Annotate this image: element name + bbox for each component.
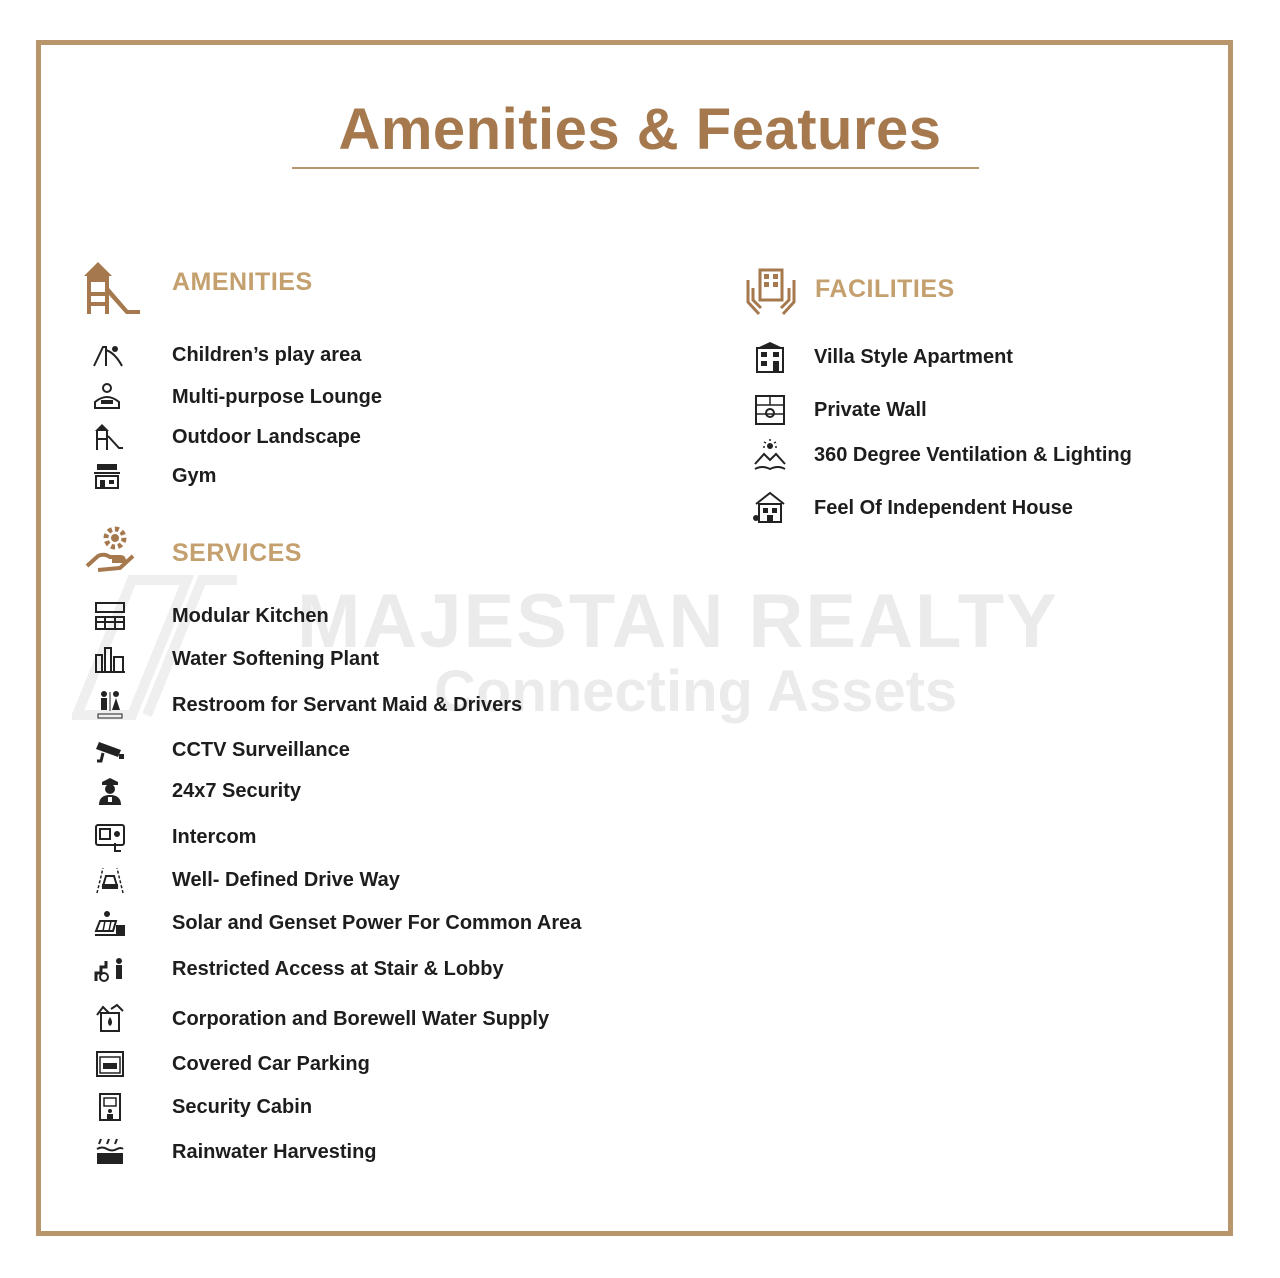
service-item [92,688,523,722]
facility-item [752,491,1073,525]
service-label: Rainwater Harvesting [172,1140,377,1163]
facilities-heading: FACILITIES [815,275,955,303]
solar-icon [93,907,127,939]
amenity-label: Outdoor Landscape [172,425,361,448]
water-supply-icon [93,1003,127,1035]
rain-icon [93,1136,127,1168]
watermark-tagline: Connecting Assets [434,659,958,724]
facility-label: Private Wall [814,398,927,421]
driveway-icon [93,864,127,896]
service-item [92,774,301,808]
amenities-heading: AMENITIES [172,268,313,296]
facility-item [752,340,1013,374]
plant-icon [93,643,127,675]
gym-icon [91,461,125,491]
service-item [92,1090,313,1124]
amenity-label: Children’s play area [172,343,362,366]
facility-item [752,393,927,427]
services-heading: SERVICES [172,539,302,567]
garage-icon [93,1048,127,1080]
service-label: Modular Kitchen [172,604,329,627]
title-underline [292,167,979,169]
service-item [92,599,329,633]
service-item [92,863,400,897]
amenity-item [90,459,217,493]
service-label: Corporation and Borewell Water Supply [172,1007,550,1030]
guard-icon [93,775,127,807]
kitchen-icon [93,600,127,632]
cabin-icon [93,1091,127,1123]
house-icon [752,490,788,526]
intercom-icon [93,821,127,853]
service-label: Covered Car Parking [172,1052,370,1075]
amenity-label: Gym [172,464,217,487]
apartment-icon [753,340,787,374]
facility-label: Villa Style Apartment [814,345,1013,368]
cctv-icon [93,734,127,766]
service-item [92,733,350,767]
service-label: Intercom [172,825,257,848]
service-label: Water Softening Plant [172,647,380,670]
amenity-label: Multi-purpose Lounge [172,385,382,408]
amenity-item [90,420,361,454]
service-label: Solar and Genset Power For Common Area [172,911,582,934]
page-title: Amenities & Features [338,97,942,162]
restroom-icon [93,689,127,721]
service-item [92,1047,370,1081]
wall-icon [753,393,787,427]
lounge-icon [91,382,125,412]
service-label: Restricted Access at Stair & Lobby [172,957,504,980]
service-item [92,820,257,854]
service-item [92,952,504,986]
hands-building-icon [745,266,797,318]
amenity-item [90,380,382,414]
facility-label: Feel Of Independent House [814,496,1073,519]
playground-icon [80,258,142,318]
service-item [92,906,582,940]
facility-label: 360 Degree Ventilation & Lighting [814,443,1132,466]
service-label: Security Cabin [172,1095,313,1118]
watermark-brand: MAJESTAN REALTY [297,579,1059,664]
service-label: Restroom for Servant Maid & Drivers [172,693,523,716]
slide-icon [91,341,125,369]
hand-gear-icon [84,526,136,576]
sun-ventilation-icon [752,438,788,472]
service-label: CCTV Surveillance [172,738,350,761]
facility-item [752,438,1132,472]
service-item [92,642,380,676]
play-tower-icon [91,422,125,452]
service-label: Well- Defined Drive Way [172,868,400,891]
amenity-item [90,338,362,372]
service-item [92,1135,377,1169]
service-item [92,1002,550,1036]
service-label: 24x7 Security [172,779,301,802]
stair-access-icon [93,953,127,985]
